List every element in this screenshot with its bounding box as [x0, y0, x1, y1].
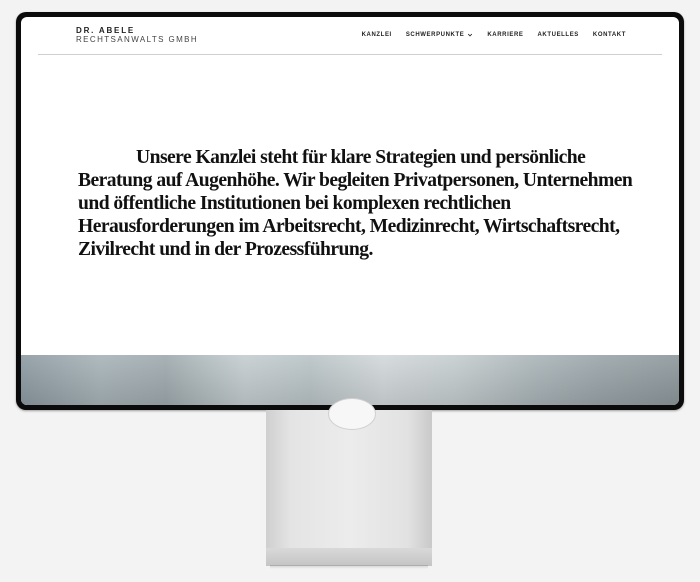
logo-name: DR. ABELE [76, 26, 136, 35]
site-logo[interactable] [76, 26, 198, 45]
monitor-frame [16, 12, 684, 410]
main-nav [362, 32, 626, 38]
nav-item-schwerpunkte[interactable] [406, 32, 474, 38]
nav-item-karriere[interactable] [487, 32, 523, 38]
nav-item-kanzlei[interactable] [362, 32, 392, 38]
nav-label: AKTUELLES [537, 32, 579, 38]
website-screen [21, 17, 679, 405]
nav-item-kontakt[interactable] [593, 32, 626, 38]
nav-item-aktuelles[interactable] [538, 32, 579, 38]
chevron-down-icon [467, 32, 473, 38]
nav-label: KONTAKT [592, 32, 626, 38]
nav-label: SCHWERPUNKTE [405, 32, 465, 38]
nav-label: KARRIERE [487, 32, 524, 38]
site-header [38, 17, 662, 55]
stand-shadow [270, 565, 428, 569]
stand-cutout [328, 398, 376, 430]
stand-base [266, 548, 432, 566]
logo-subtitle: RECHTSANWALTS GMBH [76, 35, 199, 44]
monitor-stand [266, 410, 432, 566]
nav-label: KANZLEI [361, 32, 392, 38]
intro-text: Unsere Kanzlei steht für klare Strategien und persönliche Beratung auf Augenhöhe. Wir begleiten Privatpersonen, Unternehmen und öffentliche Institutionen bei komplexen rechtlichen Herausforderungen im Arbeitsrecht, Medizinrecht, Wirtschaftsrecht, Zivilrecht und in der Prozessführung. [78, 147, 633, 260]
